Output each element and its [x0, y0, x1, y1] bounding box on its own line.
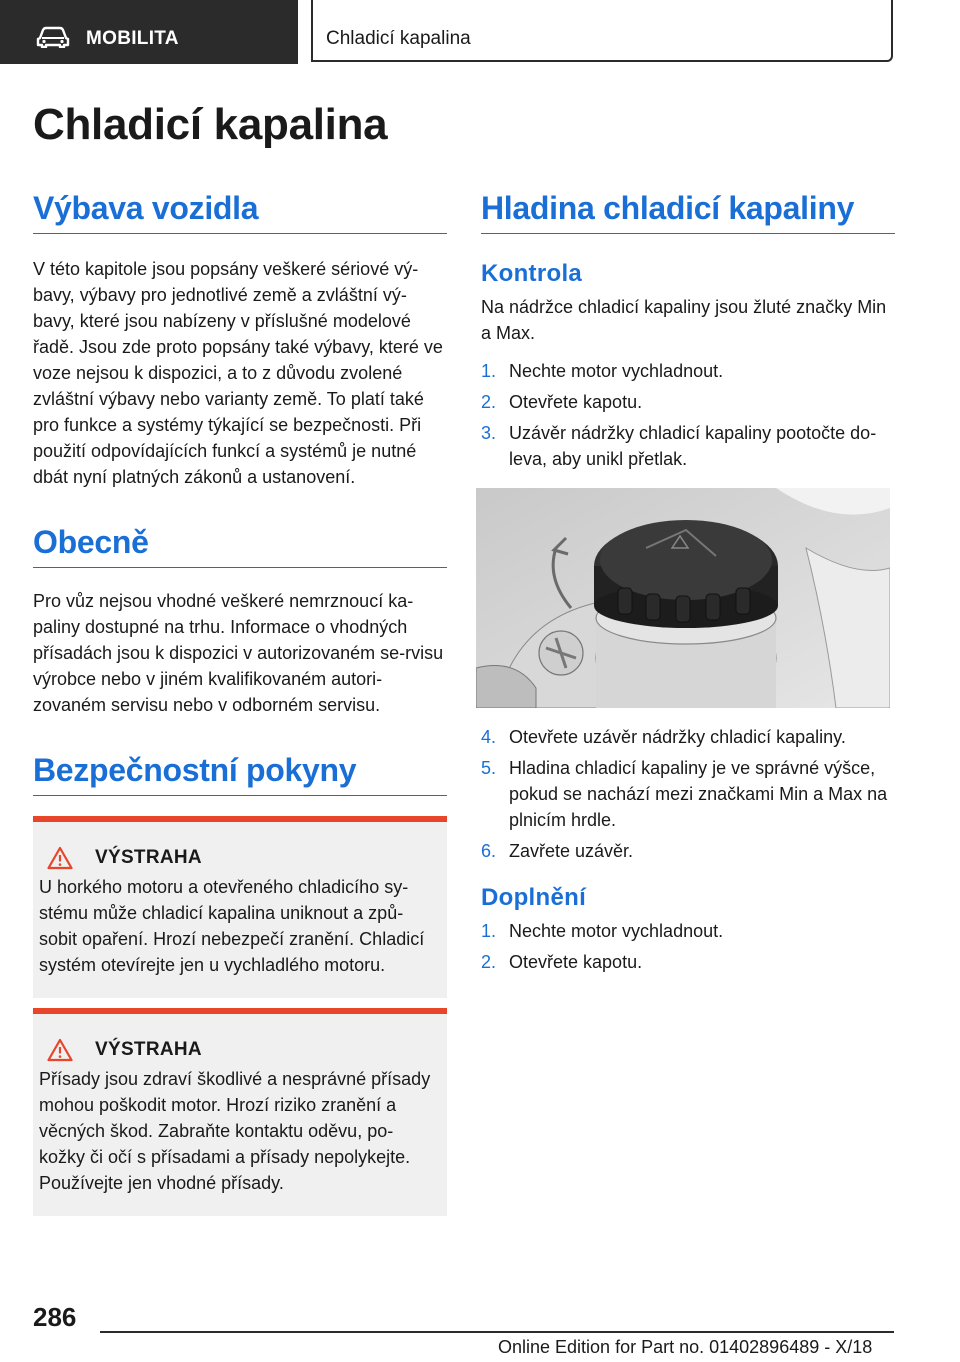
- step-number: 1.: [481, 361, 497, 381]
- warning-text: U horkého motoru a otevřeného chladicího sy-stému může chladicí kapalina uniknout a způ-sobit opaření. Hrozí nebezpečí zranění. Chladicí systém otevírejte jen u vychladlého motoru.: [39, 877, 425, 975]
- list-item: [481, 420, 895, 472]
- obecne-text: Pro vůz nejsou vhodné veškeré nemrznoucí ka-paliny dostupné na trhu. Informace o vhodných přísadách jsou k dispozici v autorizovaném se-rvisu výrobce nebo v jiném kvalifikovaném autori-zovaném servisu nebo v odborném servisu.: [33, 591, 444, 715]
- list-item: [481, 724, 895, 750]
- warning-title: VÝSTRAHA: [95, 1039, 202, 1060]
- chapter-header: [311, 0, 893, 62]
- step-number: 4.: [481, 727, 497, 747]
- list-item: [481, 838, 895, 864]
- list-item: [481, 358, 895, 384]
- page-number: 286: [33, 1302, 77, 1332]
- warning-box: [33, 816, 447, 998]
- section-tab: [0, 0, 298, 64]
- right-column: [481, 190, 895, 980]
- step-text: Nechte motor vychladnout.: [509, 361, 724, 381]
- warning-box: [33, 1008, 447, 1216]
- chapter-label: Chladicí kapalina: [326, 28, 471, 49]
- coolant-cap-illustration: [476, 488, 890, 708]
- step-number: 3.: [481, 423, 497, 443]
- warning-triangle-icon: [47, 846, 73, 870]
- warning-title: VÝSTRAHA: [95, 847, 202, 868]
- step-text: Otevřete kapotu.: [509, 392, 643, 412]
- steps-list: [481, 918, 895, 975]
- section-label: MOBILITA: [86, 28, 179, 49]
- footer-divider: [100, 1331, 894, 1333]
- step-number: 2.: [481, 392, 497, 412]
- page-title: Chladicí kapalina: [33, 100, 388, 149]
- vybava-text: V této kapitole jsou popsány veškeré sériové vý-bavy, výbavy pro jednotlivé země a zvláštní vý-bavy, které jsou nabízeny v příslušné modelové řadě. Jsou zde proto popsány také výbavy, které ve voze nejsou k dispozici, a to z důvodu zvolené zvláštní výbavy nebo varianty země. To platí také pro funkce a systémy týkající se bezpečnosti. Při použití odpovídajících funkcí a systémů je nutné dbát nyní platných zákonů a ustanovení.: [33, 259, 443, 487]
- heading-obecne: Obecně: [33, 524, 447, 568]
- list-item: [481, 755, 895, 833]
- heading-doplneni: Doplnění: [481, 884, 587, 911]
- warning-text: Přísady jsou zdraví škodlivé a nesprávné přísady mohou poškodit motor. Hrozí riziko zranění a věcných škod. Zabraňte kontaktu oděvu, po-kožky či očí s přísadami a přísady nepolykejte. Používejte jen vhodné přísady.: [39, 1069, 431, 1193]
- edition-note: Online Edition for Part no. 01402896489 - X/18: [498, 1337, 873, 1357]
- steps-list: [481, 724, 895, 864]
- step-text: Zavřete uzávěr.: [509, 841, 634, 861]
- heading-vybava: Výbava vozidla: [33, 190, 447, 234]
- heading-bezpecnost: Bezpečnostní pokyny: [33, 752, 447, 796]
- list-item: [481, 949, 895, 975]
- list-item: [481, 918, 895, 944]
- step-number: 2.: [481, 952, 497, 972]
- step-text: Nechte motor vychladnout.: [509, 921, 724, 941]
- step-text: Uzávěr nádržky chladicí kapaliny pootočte do-leva, aby unikl přetlak.: [509, 423, 877, 469]
- coolant-cap-photo: [476, 488, 890, 708]
- list-item: [481, 389, 895, 415]
- warning-triangle-icon: [47, 1038, 73, 1062]
- steps-list: [481, 358, 895, 472]
- step-number: 6.: [481, 841, 497, 861]
- car-icon: [36, 26, 70, 48]
- step-text: Otevřete uzávěr nádržky chladicí kapaliny.: [509, 727, 846, 747]
- kontrola-intro: Na nádržce chladicí kapaliny jsou žluté značky Min a Max.: [481, 297, 887, 343]
- step-text: Otevřete kapotu.: [509, 952, 643, 972]
- step-text: Hladina chladicí kapaliny je ve správné výšce, pokud se nachází mezi značkami Min a Max na plnicím hrdle.: [509, 758, 888, 830]
- heading-hladina: Hladina chladicí kapaliny: [481, 190, 895, 234]
- step-number: 1.: [481, 921, 497, 941]
- step-number: 5.: [481, 758, 497, 778]
- left-column: [33, 190, 447, 1216]
- heading-kontrola: Kontrola: [481, 260, 583, 287]
